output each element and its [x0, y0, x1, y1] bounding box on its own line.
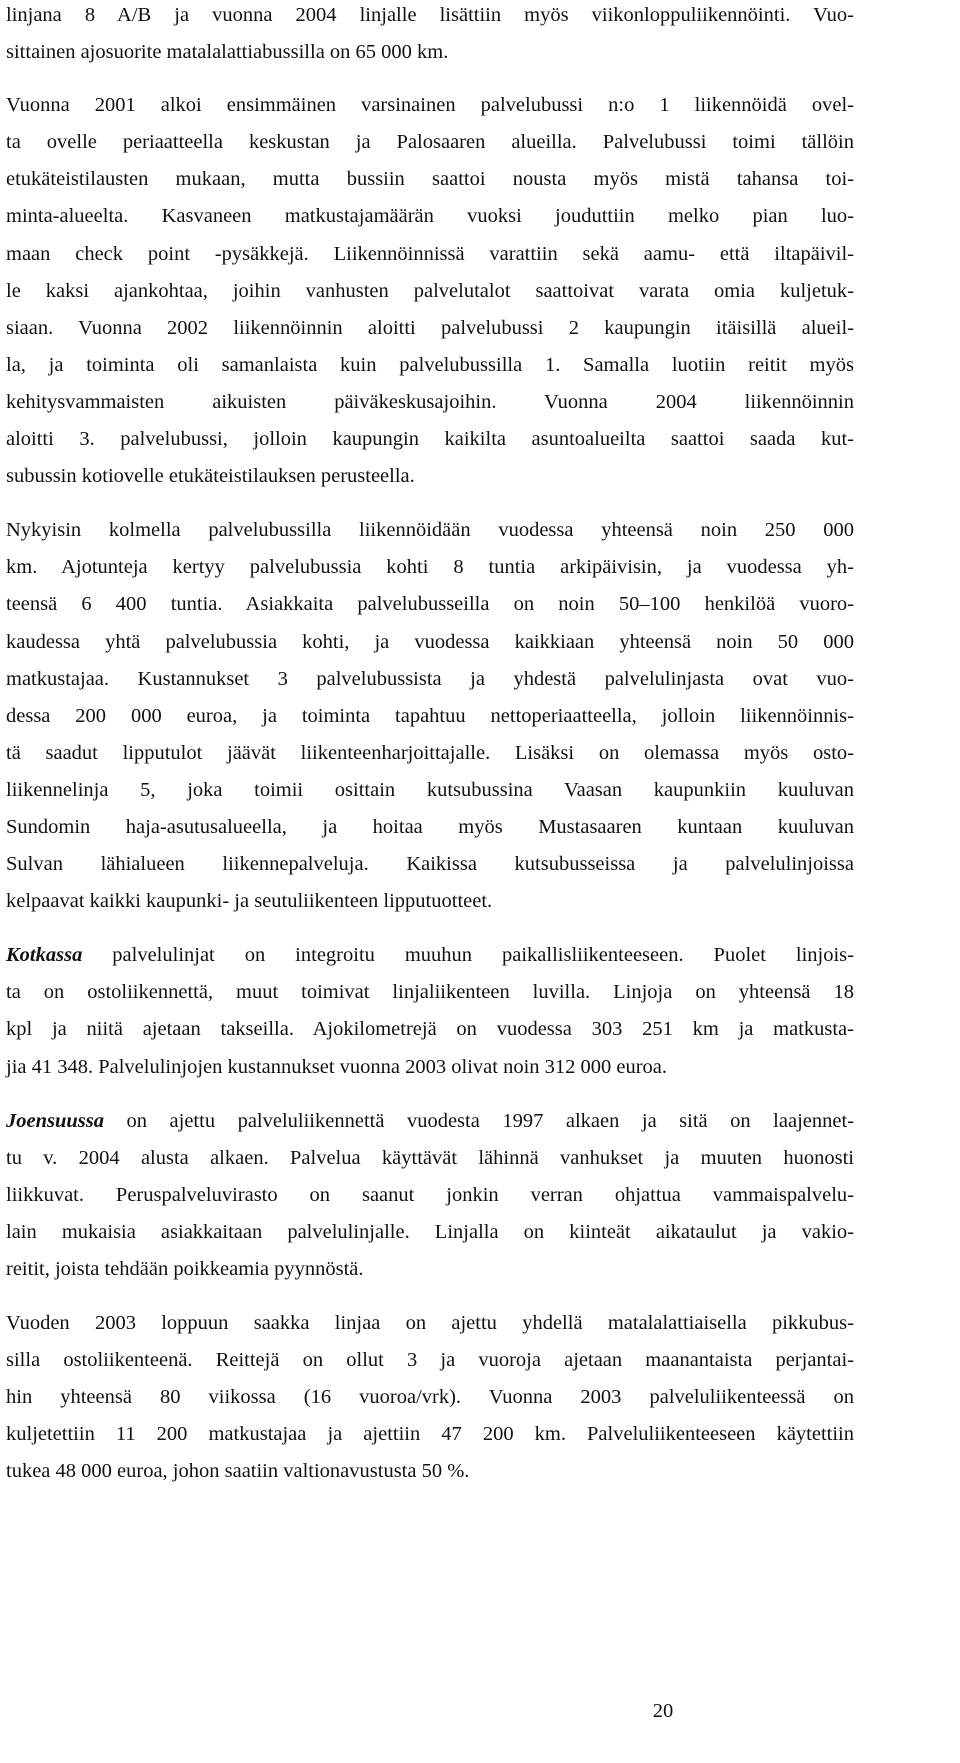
- city-name: Kotkassa: [6, 944, 83, 967]
- text-line: siaan. Vuonna 2002 liikennöinnin aloitti palvelubussi 2 kaupungin itäisillä alueil-: [6, 316, 854, 339]
- text-line: tukea 48 000 euroa, johon saatiin valtionavustusta 50 %.: [6, 1460, 470, 1483]
- text-line: teensä 6 400 tuntia. Asiakkaita palvelubusseilla on noin 50–100 henkilöä vuoro-: [6, 593, 854, 616]
- text-line: Vuoden 2003 loppuun saakka linjaa on ajettu yhdellä matalalattiaisella pikkubus-: [6, 1312, 854, 1335]
- text-line: kuljetettiin 11 200 matkustajaa ja ajettiin 47 200 km. Palveluliikenteeseen käytettiin: [6, 1423, 854, 1446]
- paragraph-joensuu: [6, 1103, 854, 1288]
- text-line: Sundomin haja-asutusalueella, ja hoitaa myös Mustasaaren kuntaan kuuluvan: [6, 815, 854, 838]
- text-line: kehitysvammaisten aikuisten päiväkeskusajoihin. Vuonna 2004 liikennöinnin: [6, 390, 854, 413]
- text-line: [6, 1103, 854, 1140]
- text-line: silla ostoliikenteenä. Reittejä on ollut 3 ja vuoroja ajetaan maanantaista perjantai-: [6, 1349, 854, 1372]
- text-line: tä saadut lipputulot jäävät liikenteenharjoittajalle. Lisäksi on olemassa myös osto-: [6, 741, 854, 764]
- city-name: Joensuussa: [6, 1109, 104, 1132]
- text-span: on ajettu palveluliikennettä vuodesta 1997 alkaen ja sitä on laajennet-: [104, 1109, 854, 1132]
- document-page: [6, 0, 854, 1491]
- text-line: reitit, joista tehdään poikkeamia pyynnöstä.: [6, 1258, 364, 1280]
- page-number: 20: [652, 1700, 674, 1722]
- text-line: Vuonna 2001 alkoi ensimmäinen varsinainen palvelubussi n:o 1 liikennöidä ovel-: [6, 94, 854, 117]
- text-line: subussin kotiovelle etukäteistilauksen perusteella.: [6, 465, 415, 488]
- text-line: le kaksi ajankohtaa, joihin vanhusten palvelutalot saattoivat varata omia kuljetuk-: [6, 279, 854, 302]
- text-line: [6, 937, 854, 974]
- text-line: hin yhteensä 80 viikossa (16 vuoroa/vrk). Vuonna 2003 palveluliikenteessä on: [6, 1386, 854, 1409]
- paragraph: [6, 87, 854, 495]
- text-line: sittainen ajosuorite matalalattiabussilla on 65 000 km.: [6, 41, 449, 64]
- text-line: la, ja toiminta oli samanlaista kuin palvelubussilla 1. Samalla luotiin reitit myös: [6, 353, 854, 376]
- text-line: maan check point -pysäkkejä. Liikennöinnissä varattiin sekä aamu- että iltapäivil-: [6, 242, 854, 265]
- paragraph: [6, 0, 854, 71]
- text-line: tu v. 2004 alusta alkaen. Palvelua käyttävät lähinnä vanhukset ja muuten huonosti: [6, 1146, 854, 1169]
- text-line: minta-alueelta. Kasvaneen matkustajamäärän vuoksi jouduttiin melko pian luo-: [6, 205, 854, 228]
- text-line: Sulvan lähialueen liikennepalveluja. Kaikissa kutsubusseissa ja palvelulinjoissa: [6, 853, 854, 876]
- text-span: palvelulinjat on integroitu muuhun paikallisliikenteeseen. Puolet linjois-: [82, 944, 854, 967]
- text-line: ta on ostoliikennettä, muut toimivat linjaliikenteen luvilla. Linjoja on yhteensä 18: [6, 981, 854, 1004]
- text-line: matkustajaa. Kustannukset 3 palvelubussista ja yhdestä palvelulinjasta ovat vuo-: [6, 667, 854, 690]
- text-line: dessa 200 000 euroa, ja toiminta tapahtuu nettoperiaatteella, jolloin liikennöinnis-: [6, 704, 854, 727]
- paragraph: [6, 512, 854, 920]
- text-line: km. Ajotunteja kertyy palvelubussia kohti 8 tuntia arkipäivisin, ja vuodessa yh-: [6, 556, 854, 579]
- text-line: linjana 8 A/B ja vuonna 2004 linjalle lisättiin myös viikonloppuliikennöinti. Vuo-: [6, 4, 854, 26]
- text-line: aloitti 3. palvelubussi, jolloin kaupungin kaikilta asuntoalueilta saattoi saada kut-: [6, 428, 854, 451]
- text-line: liikennelinja 5, joka toimii osittain kutsubussina Vaasan kaupunkiin kuuluvan: [6, 778, 854, 801]
- text-line: Nykyisin kolmella palvelubussilla liikennöidään vuodessa yhteensä noin 250 000: [6, 519, 854, 542]
- text-line: kelpaavat kaikki kaupunki- ja seutuliikenteen lipputuotteet.: [6, 890, 493, 913]
- text-line: jia 41 348. Palvelulinjojen kustannukset vuonna 2003 olivat noin 312 000 euroa.: [6, 1055, 668, 1078]
- text-line: kpl ja niitä ajetaan takseilla. Ajokilometrejä on vuodessa 303 251 km ja matkusta-: [6, 1018, 854, 1041]
- text-line: lain mukaisia asiakkaitaan palvelulinjalle. Linjalla on kiinteät aikataulut ja vakio-: [6, 1220, 854, 1243]
- paragraph: [6, 1305, 854, 1490]
- paragraph-kotka: [6, 937, 854, 1085]
- text-line: etukäteistilausten mukaan, mutta bussiin saattoi nousta myös mistä tahansa toi-: [6, 168, 854, 191]
- text-line: kaudessa yhtä palvelubussia kohti, ja vuodessa kaikkiaan yhteensä noin 50 000: [6, 630, 854, 653]
- text-line: ta ovelle periaatteella keskustan ja Palosaaren alueilla. Palvelubussi toimi tällöin: [6, 131, 854, 154]
- text-line: liikkuvat. Peruspalveluvirasto on saanut jonkin verran ohjattua vammaispalvelu-: [6, 1183, 854, 1206]
